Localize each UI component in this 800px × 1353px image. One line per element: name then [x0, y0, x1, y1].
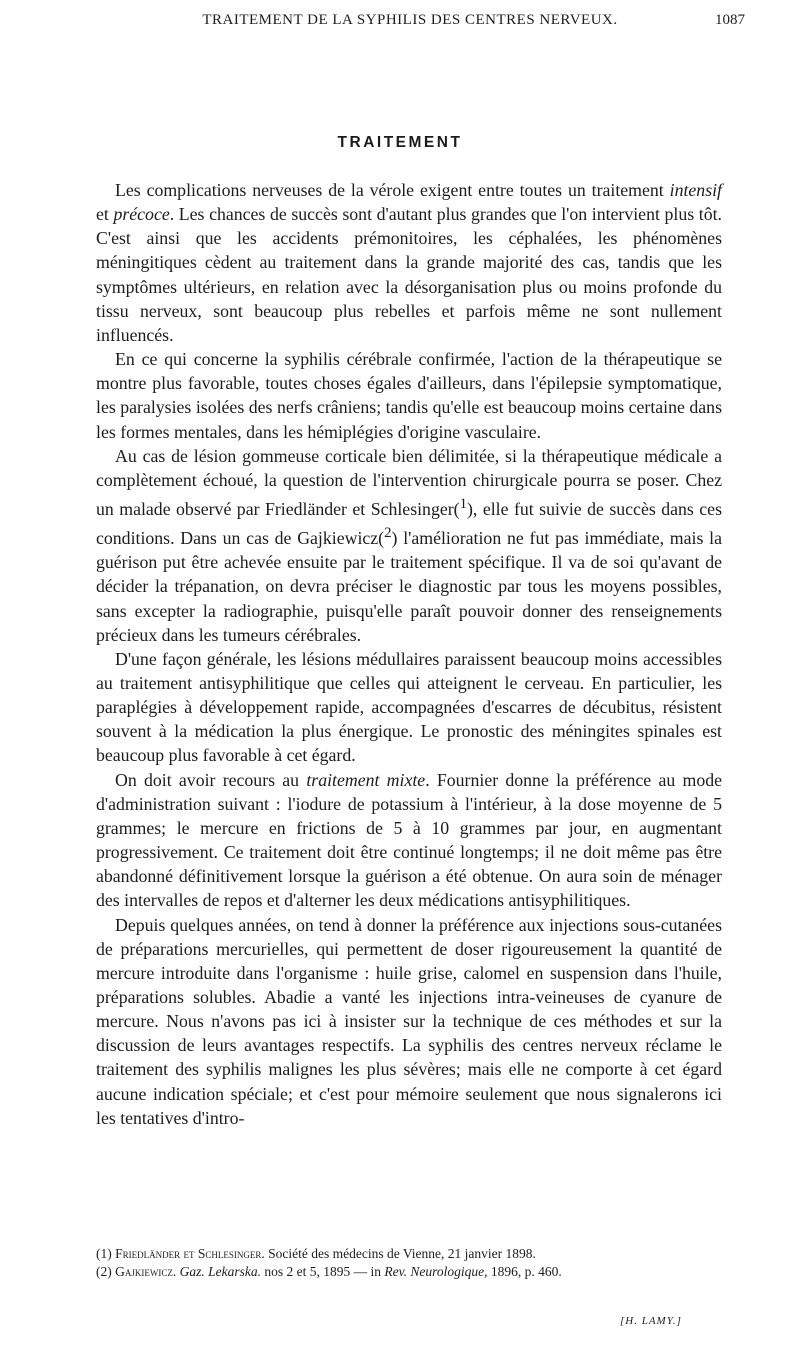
paragraph-4: D'une façon générale, les lésions médullaires paraissent beaucoup moins accessibles au traitement antisyphilitique que celles qui atteignent le cerveau. En particulier, les paraplégies à développement rapide, accompagnées d'escarres de décubitus, résistent souvent à la médication la plus énergique. Le pronostic des méningites spinales est beaucoup plus favorable à cet égard. — [96, 648, 722, 766]
author-signature: [H. LAMY.] — [620, 1315, 682, 1327]
footnotes — [96, 1245, 722, 1281]
paragraph-3: Au cas de lésion gommeuse corticale bien délimitée, si la thérapeutique médicale a complètement échoué, la question de l'intervention chirurgicale pourra se poser. Chez un malade observé par Friedländer et Schlesinger($^1$), elle fut suivie de succès dans ces conditions. Dans un cas de Gajkiewicz($^2$) l'amélioration ne fut pas immédiate, mais la guérison put être achevée ensuite par le traitement spécifique. Il va de soi qu'avant de décider la trépanation, on devra préciser le diagnostic par tous les moyens possibles, sans excepter la radiographie, puisqu'elle paraît pouvoir donner des renseignements précieux dans les tumeurs cérébrales. — [96, 445, 722, 645]
paragraph-1: Les complications nerveuses de la vérole exigent entre toutes un traitement intensif et précoce. Les chances de succès sont d'autant plus grandes que l'on intervient plus tôt. C'est ainsi que les accidents prémonitoires, les céphalées, les phénomènes méningitiques cèdent au traitement dans la grande majorité des cas, tandis que les symptômes ultérieurs, en relation avec la désorganisation plus ou moins profonde du tissu nerveux, sont beaucoup plus rebelles et parfois même ne sont nullement influencés. — [96, 180, 722, 345]
emphasis-traitement-mixte: traitement mixte — [306, 769, 426, 790]
footnote-ref-2: 2 — [384, 525, 392, 542]
section-title: TRAITEMENT — [337, 134, 463, 151]
paragraph-6: Depuis quelques années, on tend à donner la préférence aux injections sous-cutanées de préparations mercurielles, qui permettent de doser rigoureusement la quantité de mercure introduite dans l'organisme : huile grise, calomel en suspension dans l'huile, préparations solubles. Abadie a vanté les injections intra-veineuses de cyanure de mercure. Nous n'avons pas ici à insister sur la technique de ces méthodes et sur la discussion de leurs avantages respectifs. La syphilis des centres nerveux réclame le traitement des syphilis malignes les plus sévères; mais elle ne comporte à cet égard aucune indication spéciale; et c'est pour mémoire seulement que nous signalerons ici les tentatives d'intro- — [96, 914, 722, 1128]
emphasis-intensif: intensif — [669, 180, 722, 200]
running-head: TRAITEMENT DE LA SYPHILIS DES CENTRES NERVEUX. — [202, 12, 618, 28]
footnote-authors: Gajkiewicz. — [115, 1264, 177, 1279]
body-text — [96, 178, 722, 1130]
footnote-authors: Friedländer et Schlesinger. — [115, 1246, 265, 1261]
footnote-2: (2) Gajkiewicz. Gaz. Lekarska. nos 2 et 5, 1895 — in Rev. Neurologique, 1896, p. 460. — [96, 1264, 562, 1279]
footnote-1: (1) Friedländer et Schlesinger. Société des médecins de Vienne, 21 janvier 1898. — [96, 1246, 536, 1261]
page-number: 1087 — [715, 12, 745, 28]
emphasis-precoce: précoce — [113, 204, 170, 225]
paragraph-2: En ce qui concerne la syphilis cérébrale confirmée, l'action de la thérapeutique se montre plus favorable, toutes choses égales d'ailleurs, dans l'épilepsie symptomatique, les paralysies isolées des nerfs crâniens; tandis qu'elle est beaucoup moins certaine dans les formes mentales, dans les hémiplégies d'origine vasculaire. — [96, 349, 722, 442]
footnote-ref-1: 1 — [459, 496, 467, 513]
paragraph-5: On doit avoir recours au traitement mixte. Fournier donne la préférence au mode d'administration suivant : l'iodure de potassium à l'intérieur, à la dose moyenne de 5 grammes; le mercure en frictions de 5 à 10 grammes par jour, en augmentant progressivement. Ce traitement doit être continué longtemps; il ne doit même pas être abandonné définitivement lorsque la guérison a été obtenue. On aura soin de ménager des intervalles de repos et d'alterner les deux médications antisyphilitiques. — [96, 769, 722, 911]
